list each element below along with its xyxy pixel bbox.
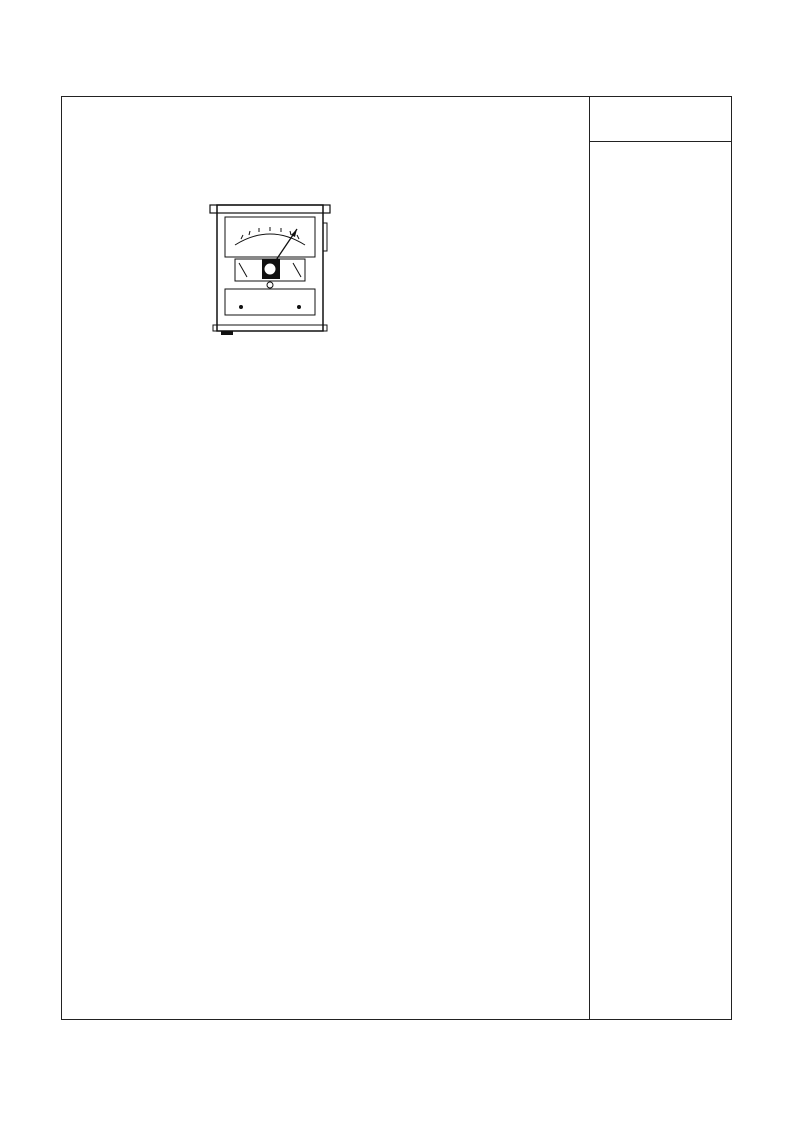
galvanometer-coil-figure — [207, 201, 487, 371]
student-activity-heading — [590, 97, 732, 142]
teaching-column — [62, 97, 589, 1019]
column-divider — [589, 97, 590, 1019]
lesson-table — [61, 96, 732, 1020]
